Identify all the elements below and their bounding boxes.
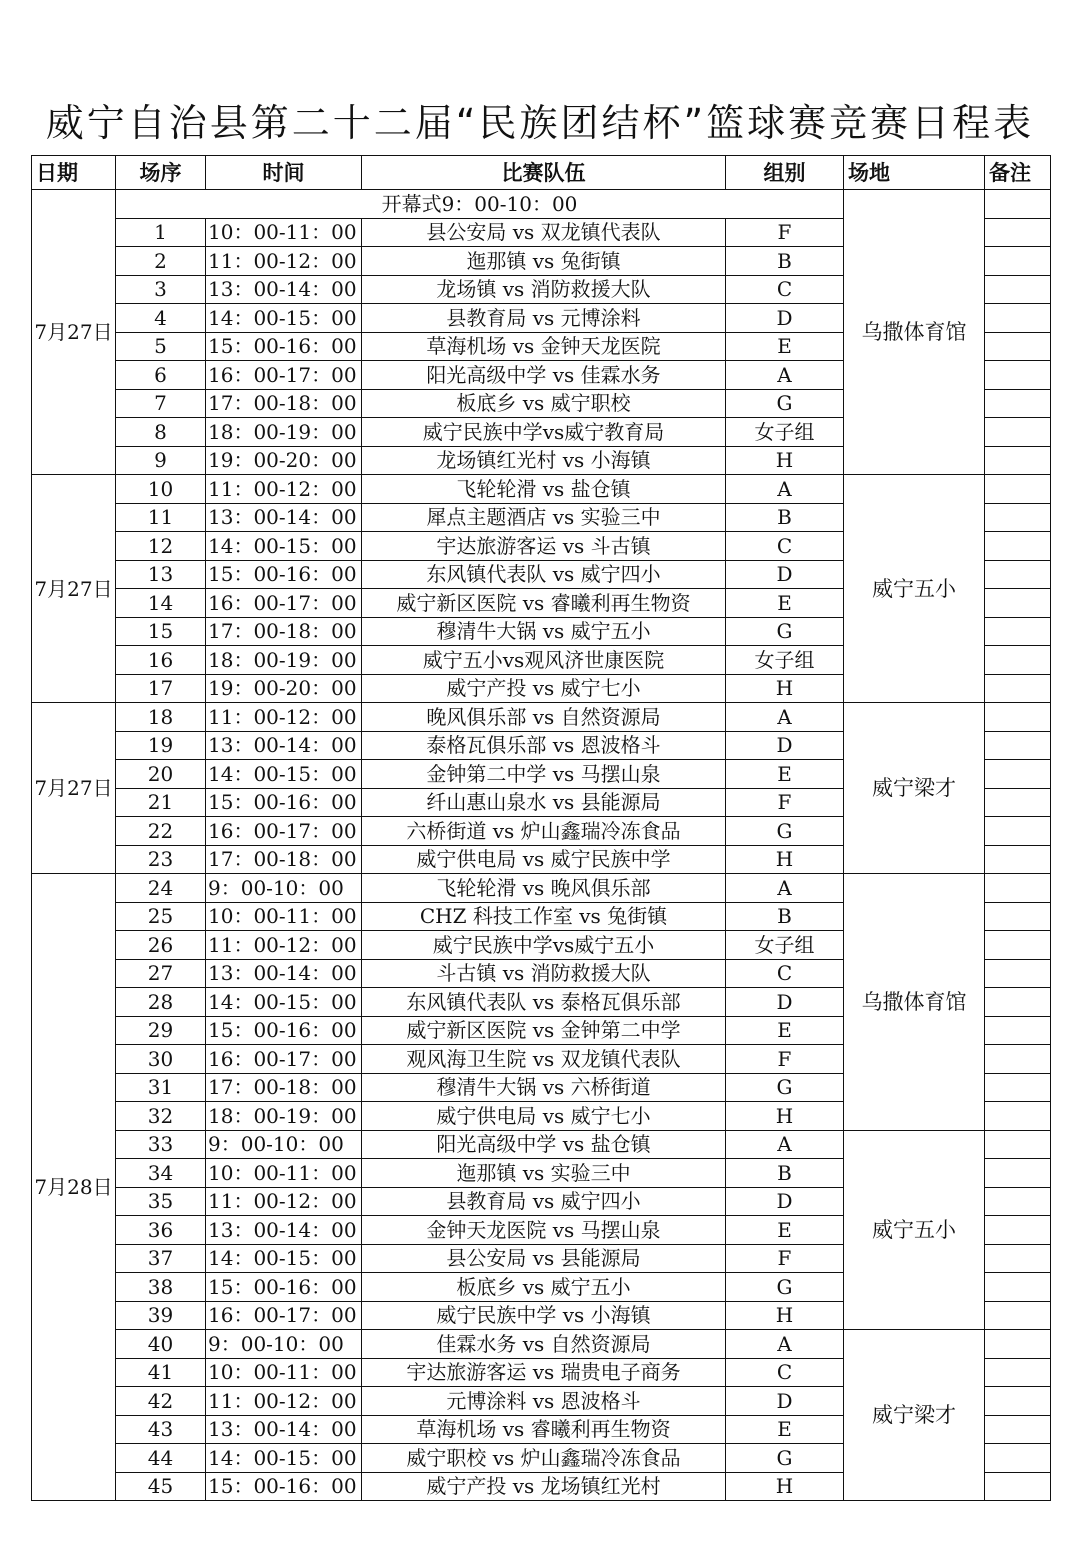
time-cell: 14：00-15：00 <box>206 760 362 789</box>
teams-cell: 迤那镇 vs 实验三中 <box>362 1159 726 1188</box>
note-cell <box>985 218 1051 247</box>
note-cell <box>985 1187 1051 1216</box>
seq-cell: 8 <box>116 418 206 447</box>
note-cell <box>985 1016 1051 1045</box>
header-note: 备注 <box>985 156 1051 190</box>
seq-cell: 44 <box>116 1444 206 1473</box>
group-cell: H <box>726 446 844 475</box>
seq-cell: 34 <box>116 1159 206 1188</box>
time-cell: 16：00-17：00 <box>206 361 362 390</box>
note-cell <box>985 646 1051 675</box>
teams-cell: 县公安局 vs 县能源局 <box>362 1244 726 1273</box>
group-cell: G <box>726 817 844 846</box>
time-cell: 17：00-18：00 <box>206 845 362 874</box>
time-cell: 14：00-15：00 <box>206 532 362 561</box>
teams-cell: 迤那镇 vs 兔街镇 <box>362 247 726 276</box>
group-cell: G <box>726 1273 844 1302</box>
seq-cell: 18 <box>116 703 206 732</box>
header-seq: 场序 <box>116 156 206 190</box>
seq-cell: 41 <box>116 1358 206 1387</box>
group-cell: E <box>726 589 844 618</box>
group-cell: E <box>726 1415 844 1444</box>
time-cell: 11：00-12：00 <box>206 247 362 276</box>
seq-cell: 25 <box>116 902 206 931</box>
teams-cell: 威宁供电局 vs 威宁七小 <box>362 1102 726 1131</box>
seq-cell: 42 <box>116 1387 206 1416</box>
teams-cell: 板底乡 vs 威宁五小 <box>362 1273 726 1302</box>
time-cell: 14：00-15：00 <box>206 1444 362 1473</box>
teams-cell: 威宁五小vs观风济世康医院 <box>362 646 726 675</box>
seq-cell: 26 <box>116 931 206 960</box>
seq-cell: 38 <box>116 1273 206 1302</box>
note-cell <box>985 446 1051 475</box>
teams-cell: 飞轮轮滑 vs 盐仓镇 <box>362 475 726 504</box>
note-cell <box>985 418 1051 447</box>
group-cell: C <box>726 532 844 561</box>
seq-cell: 16 <box>116 646 206 675</box>
note-cell <box>985 959 1051 988</box>
date-cell: 7月27日 <box>32 703 116 874</box>
table-row <box>32 1130 1051 1159</box>
seq-cell: 15 <box>116 617 206 646</box>
teams-cell: 泰格瓦俱乐部 vs 恩波格斗 <box>362 731 726 760</box>
note-cell <box>985 1216 1051 1245</box>
group-cell: H <box>726 1102 844 1131</box>
table-row <box>32 1330 1051 1359</box>
schedule-table <box>31 155 1051 1501</box>
header-row <box>32 156 1051 190</box>
group-cell: 女子组 <box>726 646 844 675</box>
time-cell: 19：00-20：00 <box>206 674 362 703</box>
note-cell <box>985 1244 1051 1273</box>
note-cell <box>985 1387 1051 1416</box>
header-time: 时间 <box>206 156 362 190</box>
teams-cell: 草海机场 vs 金钟天龙医院 <box>362 332 726 361</box>
teams-cell: 元博涂料 vs 恩波格斗 <box>362 1387 726 1416</box>
group-cell: H <box>726 1301 844 1330</box>
note-cell <box>985 361 1051 390</box>
group-cell: D <box>726 1387 844 1416</box>
note-cell <box>985 1330 1051 1359</box>
note-cell <box>985 1273 1051 1302</box>
seq-cell: 37 <box>116 1244 206 1273</box>
note-cell <box>985 674 1051 703</box>
seq-cell: 1 <box>116 218 206 247</box>
group-cell: B <box>726 1159 844 1188</box>
time-cell: 17：00-18：00 <box>206 617 362 646</box>
note-cell <box>985 760 1051 789</box>
note-cell <box>985 275 1051 304</box>
note-cell <box>985 1159 1051 1188</box>
group-cell: C <box>726 275 844 304</box>
time-cell: 11：00-12：00 <box>206 475 362 504</box>
note-cell <box>985 902 1051 931</box>
time-cell: 15：00-16：00 <box>206 1016 362 1045</box>
group-cell: E <box>726 332 844 361</box>
group-cell: G <box>726 617 844 646</box>
note-cell <box>985 304 1051 333</box>
time-cell: 11：00-12：00 <box>206 1187 362 1216</box>
seq-cell: 14 <box>116 589 206 618</box>
table-row <box>32 703 1051 732</box>
group-cell: A <box>726 1130 844 1159</box>
opening-ceremony: 开幕式9：00-10：00 <box>116 190 844 219</box>
group-cell: D <box>726 560 844 589</box>
teams-cell: 县教育局 vs 威宁四小 <box>362 1187 726 1216</box>
table-row <box>32 874 1051 903</box>
note-cell <box>985 332 1051 361</box>
time-cell: 10：00-11：00 <box>206 1358 362 1387</box>
group-cell: E <box>726 1016 844 1045</box>
seq-cell: 29 <box>116 1016 206 1045</box>
teams-cell: 佳霖水务 vs 自然资源局 <box>362 1330 726 1359</box>
teams-cell: 飞轮轮滑 vs 晚风俱乐部 <box>362 874 726 903</box>
note-cell <box>985 389 1051 418</box>
header-group: 组别 <box>726 156 844 190</box>
teams-cell: 威宁民族中学vs威宁五小 <box>362 931 726 960</box>
group-cell: F <box>726 1244 844 1273</box>
teams-cell: 龙场镇红光村 vs 小海镇 <box>362 446 726 475</box>
group-cell: A <box>726 1330 844 1359</box>
teams-cell: 县公安局 vs 双龙镇代表队 <box>362 218 726 247</box>
seq-cell: 39 <box>116 1301 206 1330</box>
note-cell <box>985 532 1051 561</box>
group-cell: E <box>726 1216 844 1245</box>
time-cell: 15：00-16：00 <box>206 1472 362 1501</box>
time-cell: 15：00-16：00 <box>206 788 362 817</box>
seq-cell: 32 <box>116 1102 206 1131</box>
seq-cell: 35 <box>116 1187 206 1216</box>
teams-cell: 阳光高级中学 vs 佳霖水务 <box>362 361 726 390</box>
group-cell: H <box>726 845 844 874</box>
seq-cell: 30 <box>116 1045 206 1074</box>
note-cell <box>985 1415 1051 1444</box>
note-cell <box>985 475 1051 504</box>
seq-cell: 45 <box>116 1472 206 1501</box>
time-cell: 16：00-17：00 <box>206 1301 362 1330</box>
seq-cell: 28 <box>116 988 206 1017</box>
teams-cell: 草海机场 vs 睿曦利再生物资 <box>362 1415 726 1444</box>
note-cell <box>985 931 1051 960</box>
time-cell: 14：00-15：00 <box>206 1244 362 1273</box>
seq-cell: 23 <box>116 845 206 874</box>
note-cell <box>985 589 1051 618</box>
header-venue: 场地 <box>844 156 985 190</box>
seq-cell: 40 <box>116 1330 206 1359</box>
teams-cell: 威宁产投 vs 威宁七小 <box>362 674 726 703</box>
teams-cell: 威宁供电局 vs 威宁民族中学 <box>362 845 726 874</box>
seq-cell: 4 <box>116 304 206 333</box>
teams-cell: 威宁新区医院 vs 金钟第二中学 <box>362 1016 726 1045</box>
group-cell: D <box>726 731 844 760</box>
header-date: 日期 <box>32 156 116 190</box>
date-cell: 7月28日 <box>32 874 116 1501</box>
time-cell: 13：00-14：00 <box>206 275 362 304</box>
time-cell: 15：00-16：00 <box>206 1273 362 1302</box>
time-cell: 19：00-20：00 <box>206 446 362 475</box>
teams-cell: 晚风俱乐部 vs 自然资源局 <box>362 703 726 732</box>
time-cell: 14：00-15：00 <box>206 988 362 1017</box>
group-cell: H <box>726 1472 844 1501</box>
seq-cell: 24 <box>116 874 206 903</box>
group-cell: B <box>726 247 844 276</box>
time-cell: 15：00-16：00 <box>206 332 362 361</box>
note-cell <box>985 845 1051 874</box>
time-cell: 10：00-11：00 <box>206 218 362 247</box>
seq-cell: 10 <box>116 475 206 504</box>
note-cell <box>985 1444 1051 1473</box>
teams-cell: 威宁民族中学 vs 小海镇 <box>362 1301 726 1330</box>
venue-cell: 威宁梁才 <box>844 703 985 874</box>
note-cell <box>985 788 1051 817</box>
time-cell: 10：00-11：00 <box>206 902 362 931</box>
seq-cell: 36 <box>116 1216 206 1245</box>
teams-cell: 龙场镇 vs 消防救援大队 <box>362 275 726 304</box>
teams-cell: 东风镇代表队 vs 泰格瓦俱乐部 <box>362 988 726 1017</box>
group-cell: C <box>726 959 844 988</box>
teams-cell: 威宁产投 vs 龙场镇红光村 <box>362 1472 726 1501</box>
teams-cell: 观风海卫生院 vs 双龙镇代表队 <box>362 1045 726 1074</box>
note-cell <box>985 190 1051 219</box>
time-cell: 11：00-12：00 <box>206 703 362 732</box>
table-row <box>32 475 1051 504</box>
seq-cell: 19 <box>116 731 206 760</box>
teams-cell: 板底乡 vs 威宁职校 <box>362 389 726 418</box>
note-cell <box>985 731 1051 760</box>
teams-cell: 威宁民族中学vs威宁教育局 <box>362 418 726 447</box>
group-cell: B <box>726 902 844 931</box>
seq-cell: 6 <box>116 361 206 390</box>
schedule-body <box>32 190 1051 1501</box>
opening-row <box>32 190 1051 219</box>
time-cell: 17：00-18：00 <box>206 389 362 418</box>
time-cell: 18：00-19：00 <box>206 418 362 447</box>
time-cell: 13：00-14：00 <box>206 1415 362 1444</box>
group-cell: F <box>726 788 844 817</box>
seq-cell: 33 <box>116 1130 206 1159</box>
group-cell: A <box>726 703 844 732</box>
note-cell <box>985 1301 1051 1330</box>
teams-cell: 威宁职校 vs 炉山鑫瑞冷冻食品 <box>362 1444 726 1473</box>
venue-cell: 威宁梁才 <box>844 1330 985 1501</box>
teams-cell: 斗古镇 vs 消防救援大队 <box>362 959 726 988</box>
group-cell: G <box>726 389 844 418</box>
seq-cell: 11 <box>116 503 206 532</box>
note-cell <box>985 1130 1051 1159</box>
seq-cell: 3 <box>116 275 206 304</box>
seq-cell: 20 <box>116 760 206 789</box>
time-cell: 9：00-10：00 <box>206 874 362 903</box>
time-cell: 13：00-14：00 <box>206 731 362 760</box>
time-cell: 9：00-10：00 <box>206 1330 362 1359</box>
group-cell: C <box>726 1358 844 1387</box>
group-cell: D <box>726 988 844 1017</box>
seq-cell: 31 <box>116 1073 206 1102</box>
teams-cell: 纤山惠山泉水 vs 县能源局 <box>362 788 726 817</box>
teams-cell: 宇达旅游客运 vs 瑞贵电子商务 <box>362 1358 726 1387</box>
note-cell <box>985 560 1051 589</box>
group-cell: H <box>726 674 844 703</box>
seq-cell: 21 <box>116 788 206 817</box>
group-cell: A <box>726 874 844 903</box>
teams-cell: 穆清牛大锅 vs 六桥街道 <box>362 1073 726 1102</box>
teams-cell: 六桥街道 vs 炉山鑫瑞冷冻食品 <box>362 817 726 846</box>
note-cell <box>985 1358 1051 1387</box>
note-cell <box>985 874 1051 903</box>
teams-cell: 宇达旅游客运 vs 斗古镇 <box>362 532 726 561</box>
date-cell: 7月27日 <box>32 475 116 703</box>
note-cell <box>985 247 1051 276</box>
time-cell: 16：00-17：00 <box>206 1045 362 1074</box>
header-teams: 比赛队伍 <box>362 156 726 190</box>
venue-cell: 威宁五小 <box>844 475 985 703</box>
group-cell: E <box>726 760 844 789</box>
time-cell: 18：00-19：00 <box>206 646 362 675</box>
note-cell <box>985 1045 1051 1074</box>
time-cell: 10：00-11：00 <box>206 1159 362 1188</box>
group-cell: A <box>726 475 844 504</box>
teams-cell: 阳光高级中学 vs 盐仓镇 <box>362 1130 726 1159</box>
group-cell: G <box>726 1444 844 1473</box>
seq-cell: 13 <box>116 560 206 589</box>
seq-cell: 27 <box>116 959 206 988</box>
time-cell: 13：00-14：00 <box>206 959 362 988</box>
group-cell: 女子组 <box>726 931 844 960</box>
seq-cell: 22 <box>116 817 206 846</box>
date-cell: 7月27日 <box>32 190 116 475</box>
group-cell: D <box>726 1187 844 1216</box>
time-cell: 11：00-12：00 <box>206 1387 362 1416</box>
note-cell <box>985 617 1051 646</box>
note-cell <box>985 703 1051 732</box>
group-cell: G <box>726 1073 844 1102</box>
group-cell: A <box>726 361 844 390</box>
time-cell: 11：00-12：00 <box>206 931 362 960</box>
note-cell <box>985 817 1051 846</box>
seq-cell: 17 <box>116 674 206 703</box>
time-cell: 15：00-16：00 <box>206 560 362 589</box>
seq-cell: 5 <box>116 332 206 361</box>
group-cell: 女子组 <box>726 418 844 447</box>
venue-cell: 乌撒体育馆 <box>844 874 985 1131</box>
teams-cell: 犀点主题酒店 vs 实验三中 <box>362 503 726 532</box>
time-cell: 13：00-14：00 <box>206 503 362 532</box>
seq-cell: 43 <box>116 1415 206 1444</box>
teams-cell: 金钟第二中学 vs 马摆山泉 <box>362 760 726 789</box>
teams-cell: CHZ 科技工作室 vs 兔街镇 <box>362 902 726 931</box>
teams-cell: 金钟天龙医院 vs 马摆山泉 <box>362 1216 726 1245</box>
note-cell <box>985 1472 1051 1501</box>
seq-cell: 2 <box>116 247 206 276</box>
time-cell: 9：00-10：00 <box>206 1130 362 1159</box>
page-title: 威宁自治县第二十二届“民族团结杯”篮球赛竞赛日程表 <box>45 101 1035 145</box>
seq-cell: 12 <box>116 532 206 561</box>
time-cell: 16：00-17：00 <box>206 589 362 618</box>
group-cell: F <box>726 1045 844 1074</box>
group-cell: F <box>726 218 844 247</box>
note-cell <box>985 503 1051 532</box>
venue-cell: 乌撒体育馆 <box>844 190 985 475</box>
time-cell: 14：00-15：00 <box>206 304 362 333</box>
time-cell: 13：00-14：00 <box>206 1216 362 1245</box>
teams-cell: 威宁新区医院 vs 睿曦利再生物资 <box>362 589 726 618</box>
time-cell: 17：00-18：00 <box>206 1073 362 1102</box>
venue-cell: 威宁五小 <box>844 1130 985 1330</box>
group-cell: D <box>726 304 844 333</box>
seq-cell: 9 <box>116 446 206 475</box>
group-cell: B <box>726 503 844 532</box>
teams-cell: 东风镇代表队 vs 威宁四小 <box>362 560 726 589</box>
time-cell: 16：00-17：00 <box>206 817 362 846</box>
time-cell: 18：00-19：00 <box>206 1102 362 1131</box>
teams-cell: 穆清牛大锅 vs 威宁五小 <box>362 617 726 646</box>
note-cell <box>985 988 1051 1017</box>
seq-cell: 7 <box>116 389 206 418</box>
note-cell <box>985 1073 1051 1102</box>
teams-cell: 县教育局 vs 元博涂料 <box>362 304 726 333</box>
note-cell <box>985 1102 1051 1131</box>
